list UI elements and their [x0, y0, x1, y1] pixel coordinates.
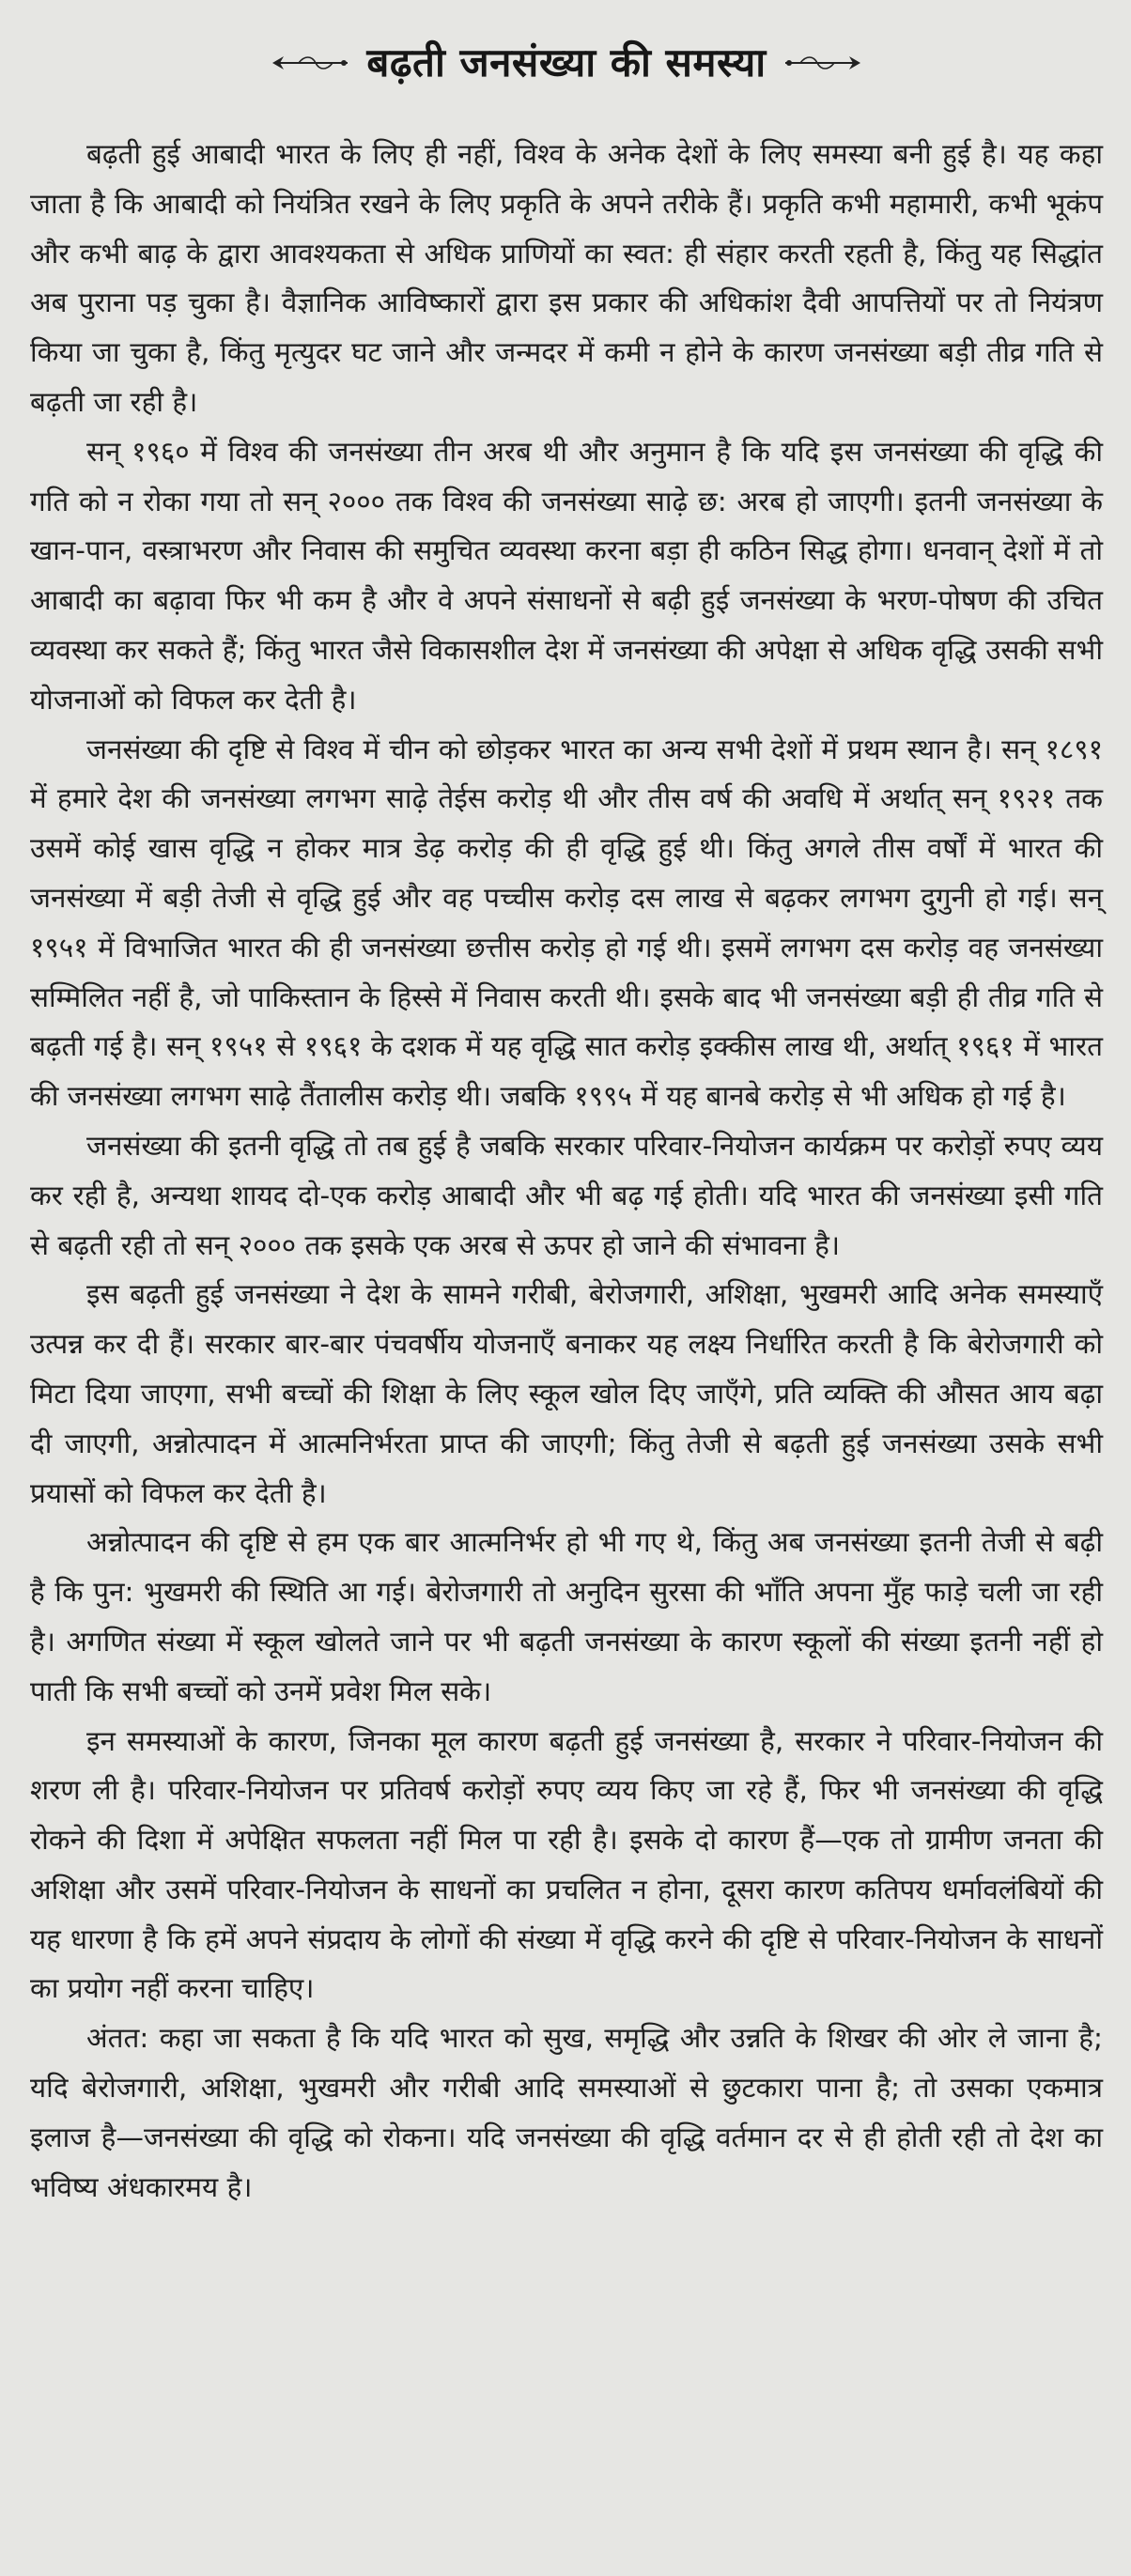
- paragraph-1: बढ़ती हुई आबादी भारत के लिए ही नहीं, विश्व के अनेक देशों के लिए समस्या बनी हुई है। यह कहा जाता है कि आबादी को नियंत्रित रखने के लिए प्रकृति के अपने तरीके हैं। प्रकृति कभी महामारी, कभी भूकंप और कभी बाढ़ के द्वारा आवश्यकता से अधिक प्राणियों का स्वत: ही संहार करती रहती है, किंतु यह सिद्धांत अब पुराना पड़ चुका है। वैज्ञानिक आविष्कारों द्वारा इस प्रकार की अधिकांश दैवी आपत्तियों पर तो नियंत्रण किया जा चुका है, किंतु मृत्युदर घट जाने और जन्मदर में कमी न होने के कारण जनसंख्या बड़ी तीव्र गति से बढ़ती जा रही है।: [30, 138, 1103, 418]
- left-flourish-icon: [271, 53, 349, 73]
- paragraph-8: अंतत: कहा जा सकता है कि यदि भारत को सुख, समृद्धि और उन्नति के शिखर की ओर ले जाना है; यदि बेरोजगारी, अशिक्षा, भुखमरी और गरीबी आदि समस्याओं से छुटकारा पाना है; तो उसका एकमात्र इलाज है—जनसंख्या की वृद्धि को रोकना। यदि जनसंख्या की वृद्धि वर्तमान दर से ही होती रही तो देश का भविष्य अंधकारमय है।: [30, 2022, 1103, 2203]
- paragraph-4: जनसंख्या की इतनी वृद्धि तो तब हुई है जबकि सरकार परिवार-नियोजन कार्यक्रम पर करोड़ों रुपए व्यय कर रही है, अन्यथा शायद दो-एक करोड़ आबादी और भी बढ़ गई होती। यदि भारत की जनसंख्या इसी गति से बढ़ती रही तो सन् २००० तक इसके एक अरब से ऊपर हो जाने की संभावना है।: [30, 1129, 1103, 1261]
- page-title: बढ़ती जनसंख्या की समस्या: [366, 39, 767, 85]
- paragraph-5: इस बढ़ती हुई जनसंख्या ने देश के सामने गरीबी, बेरोजगारी, अशिक्षा, भुखमरी आदि अनेक समस्याएँ उत्पन्न कर दी हैं। सरकार बार-बार पंचवर्षीय योजनाएँ बनाकर यह लक्ष्य निर्धारित करती है कि बेरोजगारी को मिटा दिया जाएगा, सभी बच्चों की शिक्षा के लिए स्कूल खोल दिए जाएँगे, प्रति व्यक्ति की औसत आय बढ़ा दी जाएगी, अन्नोत्पादन में आत्मनिर्भरता प्राप्त की जाएगी; किंतु तेजी से बढ़ती हुई जनसंख्या उसके सभी प्रयासों को विफल कर देती है।: [30, 1278, 1103, 1509]
- paragraph-3: जनसंख्या की दृष्टि से विश्व में चीन को छोड़कर भारत का अन्य सभी देशों में प्रथम स्थान है। सन् १८९१ में हमारे देश की जनसंख्या लगभग साढ़े तेईस करोड़ थी और तीस वर्ष की अवधि में अर्थात् सन् १९२१ तक उसमें कोई खास वृद्धि न होकर मात्र डेढ़ करोड़ की ही वृद्धि हुई थी। किंतु अगले तीस वर्षों में भारत की जनसंख्या में बड़ी तेजी से वृद्धि हुई और वह पच्चीस करोड़ दस लाख से बढ़कर लगभग दुगुनी हो गई। सन् १९५१ में विभाजित भारत की ही जनसंख्या छत्तीस करोड़ हो गई थी। इसमें लगभग दस करोड़ वह जनसंख्या सम्मिलित नहीं है, जो पाकिस्तान के हिस्से में निवास करती थी। इसके बाद भी जनसंख्या बड़ी ही तीव्र गति से बढ़ती गई है। सन् १९५१ से १९६१ के दशक में यह वृद्धि सात करोड़ इक्कीस लाख थी, अर्थात् १९६१ में भारत की जनसंख्या लगभग साढ़े तैंतालीस करोड़ थी। जबकि १९९५ में यह बानबे करोड़ से भी अधिक हो गई है।: [30, 733, 1103, 1113]
- title-row: [30, 30, 1103, 96]
- right-flourish-icon: [783, 53, 862, 73]
- essay-body: [30, 130, 1103, 2212]
- paragraph-2: सन् १९६० में विश्व की जनसंख्या तीन अरब थी और अनुमान है कि यदि इस जनसंख्या की वृद्धि की गति को न रोका गया तो सन् २००० तक विश्व की जनसंख्या साढ़े छ: अरब हो जाएगी। इतनी जनसंख्या के खान-पान, वस्त्राभरण और निवास की समुचित व्यवस्था करना बड़ा ही कठिन सिद्ध होगा। धनवान् देशों में तो आबादी का बढ़ावा फिर भी कम है और वे अपने संसाधनों से बढ़ी हुई जनसंख्या के भरण-पोषण की उचित व्यवस्था कर सकते हैं; किंतु भारत जैसे विकासशील देश में जनसंख्या की अपेक्षा से अधिक वृद्धि उसकी सभी योजनाओं को विफल कर देती है।: [30, 435, 1103, 716]
- paragraph-6: अन्नोत्पादन की दृष्टि से हम एक बार आत्मनिर्भर हो भी गए थे, किंतु अब जनसंख्या इतनी तेजी से बढ़ी है कि पुन: भुखमरी की स्थिति आ गई। बेरोजगारी तो अनुदिन सुरसा की भाँति अपना मुँह फाड़े चली जा रही है। अगणित संख्या में स्कूल खोलते जाने पर भी बढ़ती जनसंख्या के कारण स्कूलों की संख्या इतनी नहीं हो पाती कि सभी बच्चों को उनमें प्रवेश मिल सके।: [30, 1526, 1103, 1707]
- paragraph-7: इन समस्याओं के कारण, जिनका मूल कारण बढ़ती हुई जनसंख्या है, सरकार ने परिवार-नियोजन की शरण ली है। परिवार-नियोजन पर प्रतिवर्ष करोड़ों रुपए व्यय किए जा रहे हैं, फिर भी जनसंख्या की वृद्धि रोकने की दिशा में अपेक्षित सफलता नहीं मिल पा रही है। इसके दो कारण हैं—एक तो ग्रामीण जनता की अशिक्षा और उसमें परिवार-नियोजन के साधनों का प्रचलित न होना, दूसरा कारण कतिपय धर्मावलंबियों की यह धारणा है कि हमें अपने संप्रदाय के लोगों की संख्या में वृद्धि करने की दृष्टि से परिवार-नियोजन के साधनों का प्रयोग नहीं करना चाहिए।: [30, 1724, 1103, 2005]
